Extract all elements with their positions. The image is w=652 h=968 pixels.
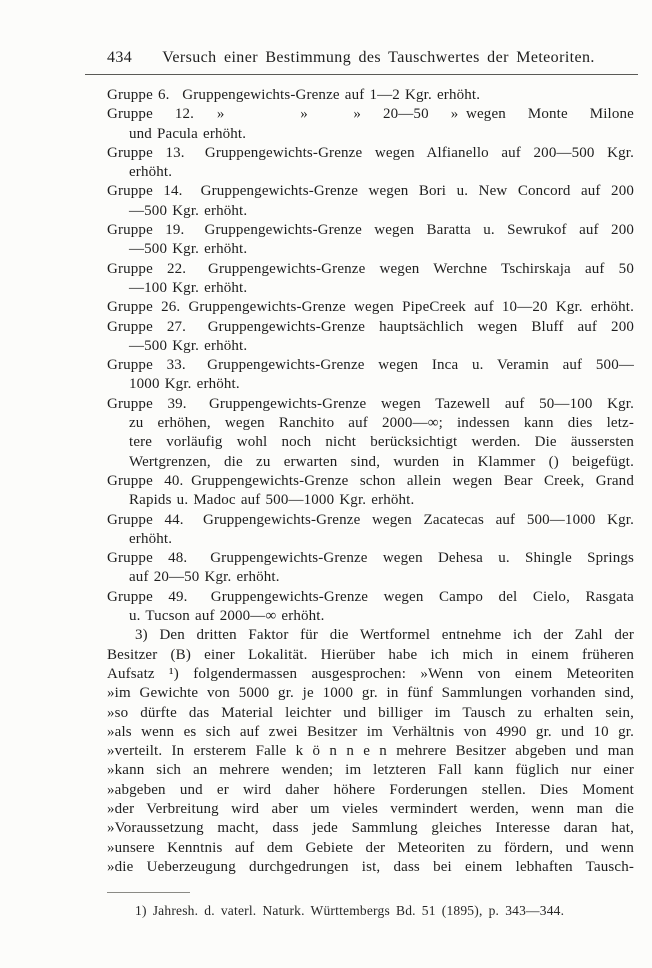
body-line: »unsere Kenntnis auf dem Gebiete der Meteoriten zu fördern, und wenn bbox=[107, 839, 634, 856]
body-line: auf 20—50 Kgr. erhöht. bbox=[129, 569, 280, 586]
body-line: zu erhöhen, wegen Ranchito auf 2000—∞; indessen kann dies letz- bbox=[129, 415, 634, 432]
body-line: Gruppe 44. Gruppengewichts-Grenze wegen Zacatecas auf 500—1000 Kgr. bbox=[107, 511, 634, 528]
body-line: Gruppe 14. Gruppengewichts-Grenze wegen Bori u. New Concord auf 200 bbox=[107, 183, 634, 200]
body-line: Gruppe 19. Gruppengewichts-Grenze wegen Baratta u. Sewrukof auf 200 bbox=[107, 222, 634, 239]
footnote bbox=[107, 903, 634, 919]
footnote-text: 1) Jahresh. d. vaterl. Naturk. Württembergs Bd. 51 (1895), p. 343—344. bbox=[135, 903, 565, 918]
body-line: 3) Den dritten Faktor für die Wertformel entnehme ich der Zahl der bbox=[135, 627, 634, 644]
body-line: »abgeben und er wird daher höhere Forderungen stellen. Dies Moment bbox=[107, 781, 634, 798]
body-line: erhöht. bbox=[129, 530, 173, 547]
body-line: und Pacula erhöht. bbox=[129, 125, 247, 142]
body-line: tere vorläufig wohl noch nicht berücksichtigt werden. Die äussersten bbox=[129, 434, 634, 451]
body-line: Rapids u. Madoc auf 500—1000 Kgr. erhöht. bbox=[129, 492, 415, 509]
page-header bbox=[107, 49, 634, 67]
running-title: Versuch einer Bestimmung des Tauschwertes der Meteoriten. bbox=[162, 49, 595, 66]
body-line: erhöht. bbox=[129, 164, 173, 181]
body-line: Gruppe 40. Gruppengewichts-Grenze schon allein wegen Bear Creek, Grand bbox=[107, 472, 634, 489]
body-line: Gruppe 12. » » » 20—50 » wegen Monte Milone bbox=[107, 106, 634, 123]
body-line: Gruppe 49. Gruppengewichts-Grenze wegen Campo del Cielo, Rasgata bbox=[107, 588, 634, 605]
body-line: Besitzer (B) einer Lokalität. Hierüber habe ich mich in einem früheren bbox=[107, 646, 634, 663]
page-number: 434 bbox=[107, 49, 133, 66]
body-line: 1000 Kgr. erhöht. bbox=[129, 376, 240, 393]
body-text bbox=[107, 86, 634, 877]
body-line: »als wenn es sich auf zwei Besitzer im Verhältnis von 4990 gr. und 10 gr. bbox=[107, 723, 634, 740]
body-line: Gruppe 39. Gruppengewichts-Grenze wegen Tazewell auf 50—100 Kgr. bbox=[107, 395, 634, 412]
body-line: Wertgrenzen, die zu erwarten sind, wurden in Klammer () beigefügt. bbox=[129, 453, 634, 470]
footnote-rule bbox=[107, 892, 190, 893]
body-line: »Voraussetzung macht, dass jede Sammlung gleiches Interesse daran hat, bbox=[107, 820, 634, 837]
body-line: Gruppe 27. Gruppengewichts-Grenze hauptsächlich wegen Bluff auf 200 bbox=[107, 318, 634, 335]
body-line: —500 Kgr. erhöht. bbox=[129, 241, 248, 258]
body-line: —500 Kgr. erhöht. bbox=[129, 202, 248, 219]
header-rule bbox=[85, 74, 638, 75]
body-line: —500 Kgr. erhöht. bbox=[129, 337, 248, 354]
body-line: —100 Kgr. erhöht. bbox=[129, 279, 248, 296]
body-line: »kann sich an mehrere wenden; im letzteren Fall kann füglich nur einer bbox=[107, 762, 634, 779]
body-line: Gruppe 33. Gruppengewichts-Grenze wegen Inca u. Veramin auf 500— bbox=[107, 357, 634, 374]
body-line: »so dürfte das Material leichter und billiger im Tausch zu erhalten sein, bbox=[107, 704, 634, 721]
body-line: Gruppe 6. Gruppengewichts-Grenze auf 1—2 Kgr. erhöht. bbox=[107, 87, 481, 103]
body-line: »die Ueberzeugung durchgedrungen ist, dass bei einem lebhaften Tausch- bbox=[107, 858, 634, 875]
body-line: »im Gewichte von 5000 gr. je 1000 gr. in fünf Sammlungen vorhanden sind, bbox=[107, 685, 634, 702]
body-line: Gruppe 13. Gruppengewichts-Grenze wegen Alfianello auf 200—500 Kgr. bbox=[107, 144, 634, 161]
body-line: u. Tucson auf 2000—∞ erhöht. bbox=[129, 608, 325, 625]
body-line: Gruppe 26. Gruppengewichts-Grenze wegen PipeCreek auf 10—20 Kgr. erhöht. bbox=[107, 299, 634, 316]
body-line: »verteilt. In ersterem Falle k ö n n e n mehrere Besitzer abgeben und man bbox=[107, 743, 634, 760]
body-line: Aufsatz ¹) folgendermassen ausgesprochen: »Wenn von einem Meteoriten bbox=[107, 665, 634, 682]
body-line: Gruppe 22. Gruppengewichts-Grenze wegen Werchne Tschirskaja auf 50 bbox=[107, 260, 634, 277]
body-line: Gruppe 48. Gruppengewichts-Grenze wegen Dehesa u. Shingle Springs bbox=[107, 550, 634, 567]
body-line: »der Verbreitung wird aber um vieles vermindert werden, wenn man die bbox=[107, 800, 634, 817]
